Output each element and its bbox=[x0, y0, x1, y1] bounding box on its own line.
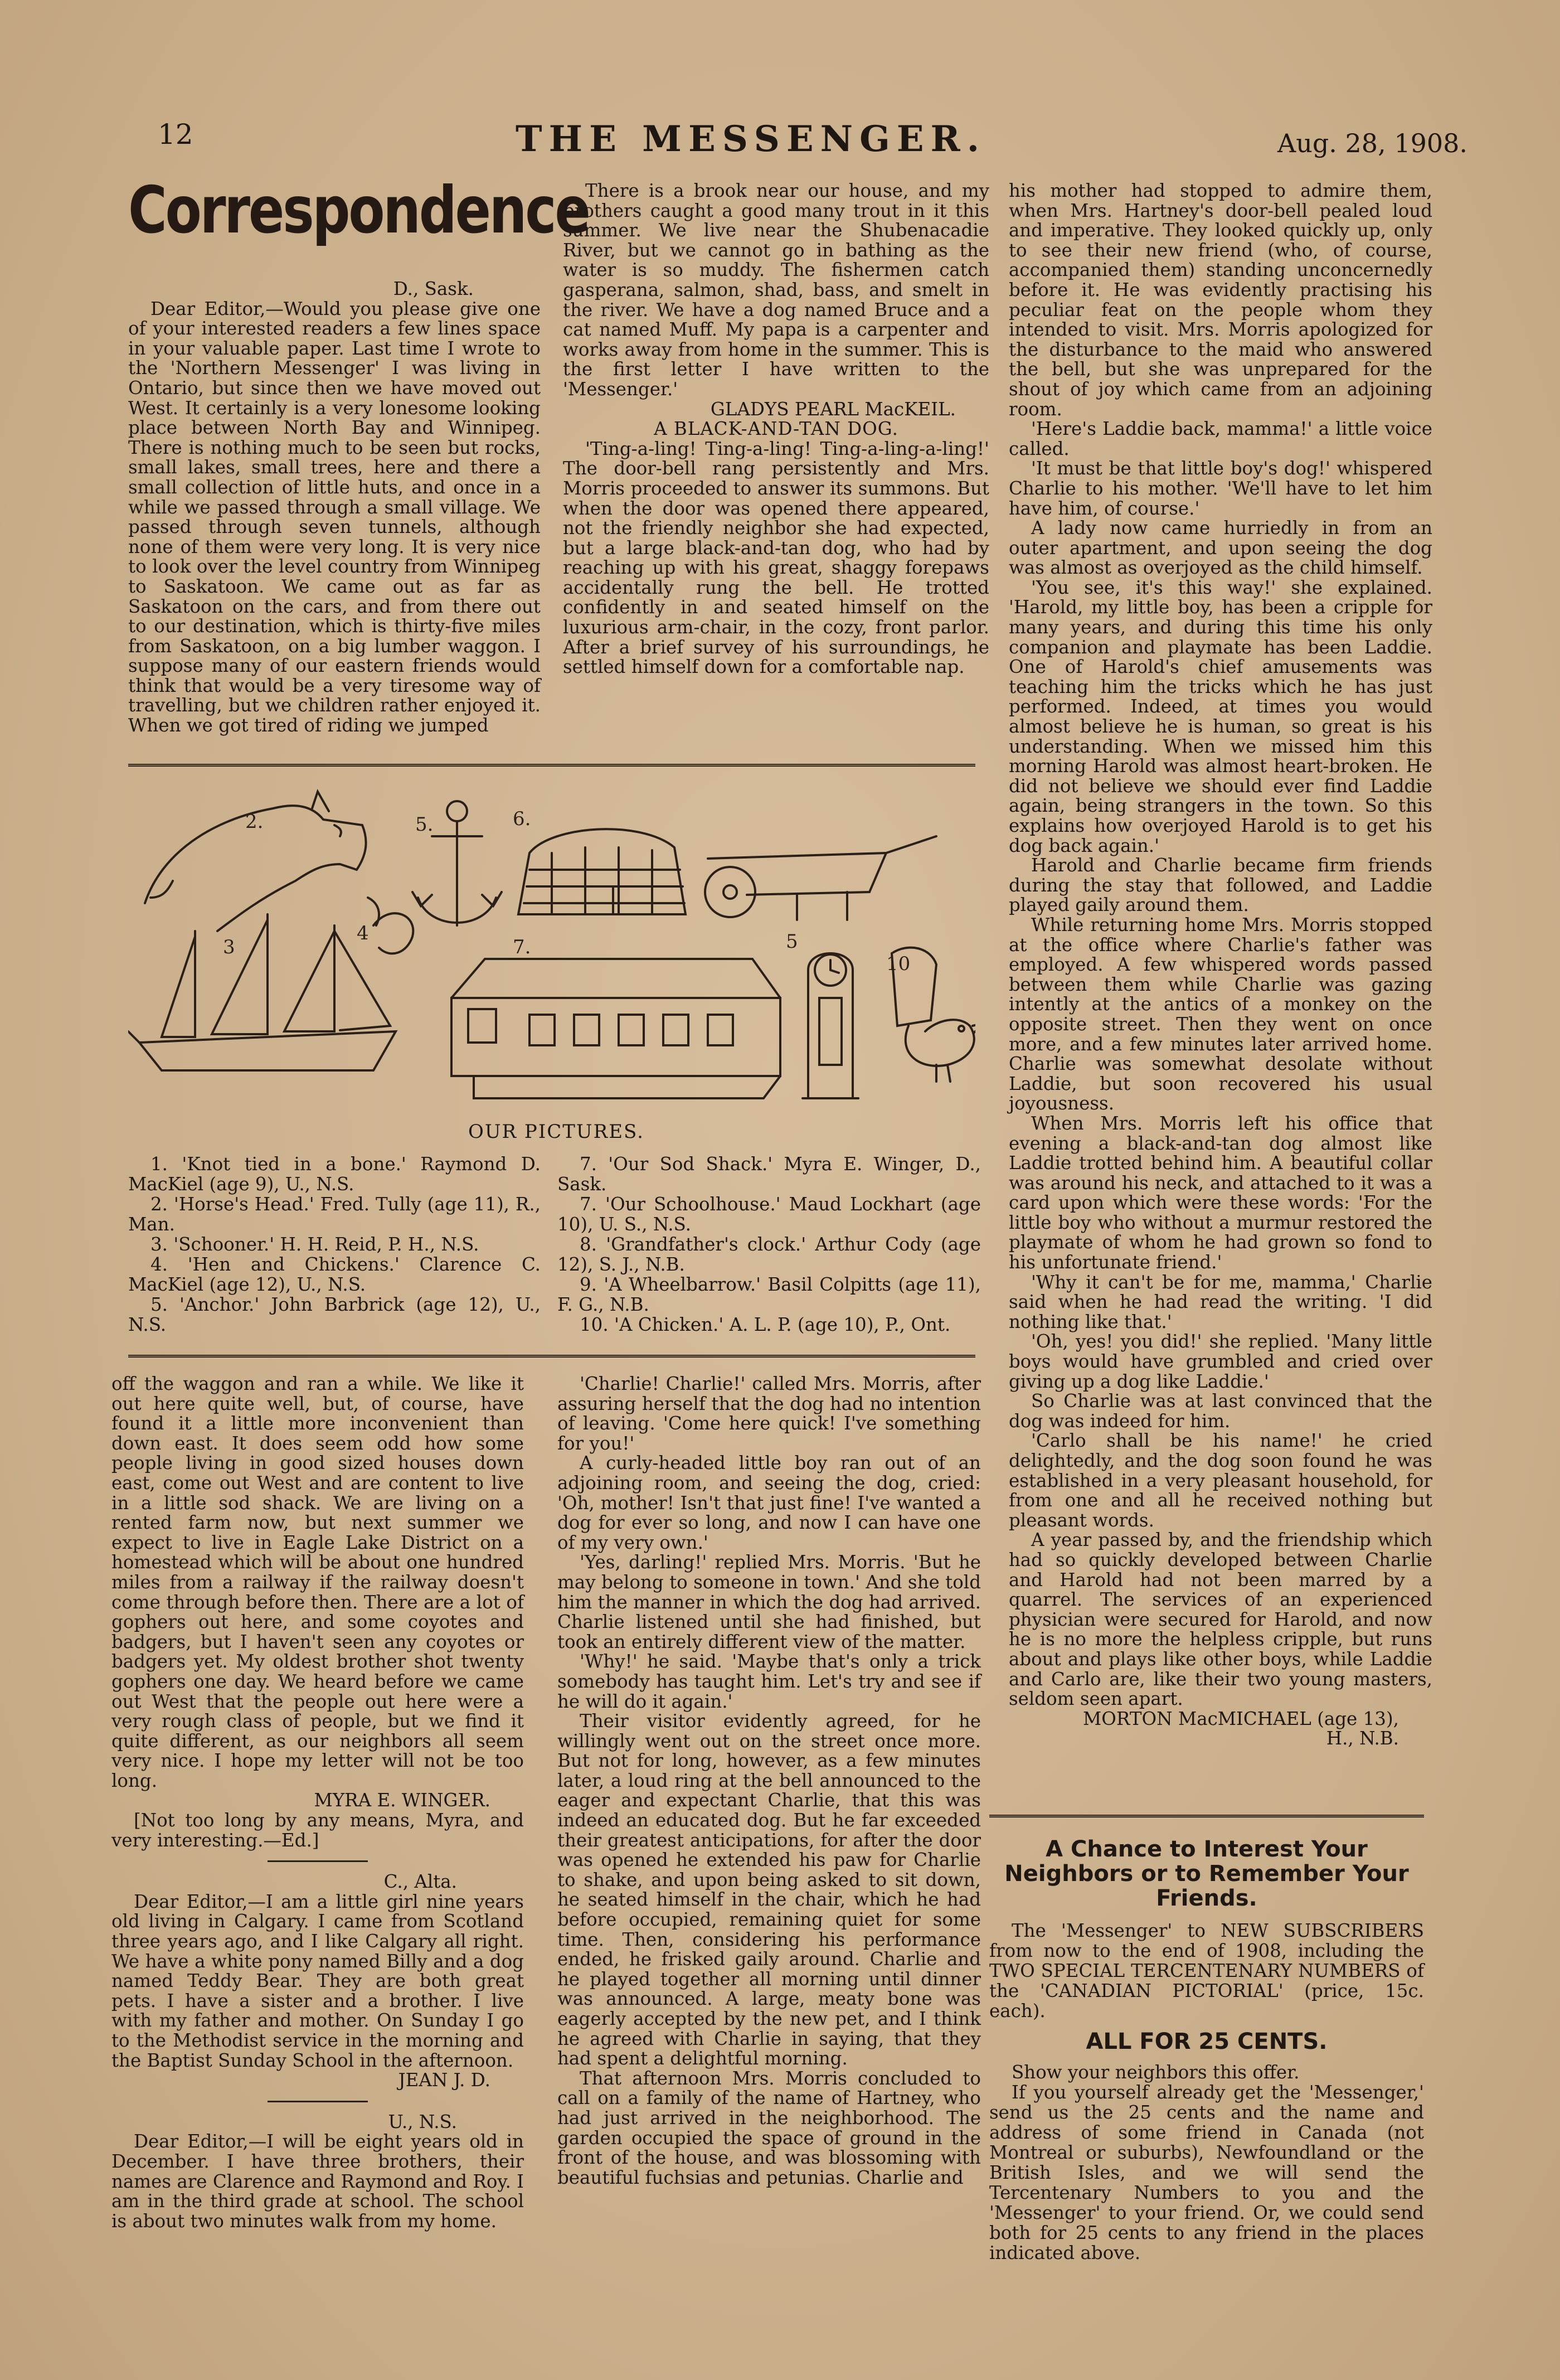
caption: 7. 'Our Sod Shack.' Myra E. Winger, D., Sask. bbox=[557, 1153, 981, 1195]
pic-number-schooner: 3 bbox=[223, 936, 235, 958]
caption: 8. 'Grandfather's clock.' Arthur Cody (age 12), S. J., N.B. bbox=[557, 1234, 981, 1275]
paragraph: 'Why!' he said. 'Maybe that's only a trick somebody has taught him. Let's try and see if he will do it again.' bbox=[557, 1651, 981, 1712]
caption: 3. 'Schooner.' H. H. Reid, P. H., N.S. bbox=[150, 1234, 479, 1255]
divider-rule bbox=[989, 1815, 1424, 1817]
paragraph: A lady now came hurriedly in from an outer apartment, and upon seeing the dog was almost as overjoyed as the child himself. bbox=[1009, 517, 1432, 579]
schoolhouse-drawing bbox=[451, 959, 780, 1098]
column-3 bbox=[1009, 181, 1432, 1749]
column-2-bottom bbox=[557, 1374, 981, 2188]
caption: 7. 'Our Schoolhouse.' Maud Lockhart (age 10), U. S., N.S. bbox=[557, 1194, 981, 1235]
paragraph: 'Why it can't be for me, mamma,' Charlie said when he had read the writing. 'I did nothing like that.' bbox=[1009, 1271, 1432, 1332]
paragraph: [Not too long by any means, Myra, and very interesting.—Ed.] bbox=[111, 1810, 524, 1851]
caption: 1. 'Knot tied in a bone.' Raymond D. MacKiel (age 9), U., N.S. bbox=[128, 1153, 541, 1195]
paragraph: A curly-headed little boy ran out of an adjoining room, and seeing the dog, cried: 'Oh, mother! Isn't that just fine! I've wanted a dog for ever so long, and now I can have one of my very own.' bbox=[557, 1452, 981, 1553]
ad-paragraph: Show your neighbors this offer. bbox=[1012, 2062, 1300, 2083]
grandfather-clock-drawing bbox=[803, 953, 858, 1098]
pictures-heading: OUR PICTURES. bbox=[468, 1121, 644, 1143]
paragraph: 'It must be that little boy's dog!' whispered Charlie to his mother. 'We'll have to let him have him, of course.' bbox=[1009, 458, 1432, 519]
paragraph: 'Carlo shall be his name!' he cried delightedly, and the dog soon found he was established in a very pleasant household, for from one and all he received nothing but pleasant words. bbox=[1009, 1430, 1432, 1531]
children-drawings-illustration bbox=[128, 786, 975, 1104]
paragraph: his mother had stopped to admire them, when Mrs. Hartney's door-bell pealed loud and imperative. They looked quickly up, only to see their new friend (who, of course, accompanied them) standing unconcernedly before it. He was evidently practising his peculiar feat on the people whom they intended to visit. Mrs. Morris apologized for the disturbance to the maid who answered the bell, but she was unprepared for the shout of joy which came from an adjoining room. bbox=[1009, 180, 1432, 420]
paragraph: 'Charlie! Charlie!' called Mrs. Morris, after assuring herself that the dog had no intention of leaving. 'Come here quick! I've something for you!' bbox=[557, 1373, 981, 1454]
paragraph: Dear Editor,—I will be eight years old in December. I have three brothers, their names are Clarence and Raymond and Roy. I am in the third grade at school. The school is about two minutes walk from my home. bbox=[111, 2131, 524, 2232]
caption: 4. 'Hen and Chickens.' Clarence C. MacKiel (age 12), U., N.S. bbox=[128, 1254, 541, 1295]
dateline: U., N.S. bbox=[388, 2111, 457, 2132]
dateline: D., Sask. bbox=[393, 278, 474, 299]
paragraph: Dear Editor,—Would you please give one of your interested readers a few lines space in your valuable paper. Last time I wrote to the 'Northern Messenger' I was living in Ontario, but since then we have moved out West. It certainly is a very lonesome looking place between North Bay and Winnipeg. There is nothing much to be seen but rocks, small lakes, small trees, here and there a small collection of little huts, and once in a while we passed through a small village. We passed through seven tunnels, although none of them were very long. It is very nice to look over the level country from Winnipeg to Saskatoon. We came out as far as Saskatoon on the cars, and from there out to our destination, which is thirty-five miles from Saskatoon, on a big lumber waggon. I suppose many of our eastern friends would think that would be a very tiresome way of travelling, but we children rather enjoyed it. When we got tired of riding we jumped bbox=[128, 298, 541, 736]
column-1-bottom bbox=[111, 1374, 524, 2231]
section-title: Correspondence bbox=[128, 173, 589, 248]
pic-number-horse: 2. bbox=[245, 811, 264, 833]
paragraph: That afternoon Mrs. Morris concluded to call on a family of the name of Hartney, who had just arrived in the neighborhood. The garden occupied the space of ground in the front of the house, and was blossoming with beautiful fuchsias and petunias. Charlie and bbox=[557, 2067, 981, 2188]
paragraph: There is a brook near our house, and my brothers caught a good many trout in it this summer. We live near the Shubenacadie River, but we cannot go in bathing as the water is so muddy. The fishermen catch gasperana, salmon, shad, bass, and smelt in the river. We have a dog named Bruce and a cat named Muff. My papa is a carpenter and works away from home in the summer. This is the first letter I have written to the 'Messenger.' bbox=[563, 180, 989, 400]
column-2-top bbox=[563, 181, 989, 677]
pic-number-shack: 6. bbox=[513, 808, 531, 830]
signature: GLADYS PEARL MacKEIL. bbox=[710, 398, 956, 420]
pic-number-chicken: 10 bbox=[886, 953, 911, 975]
paragraph: Harold and Charlie became firm friends during the stay that followed, and Laddie played gaily around them. bbox=[1009, 855, 1432, 916]
paragraph: Dear Editor,—I am a little girl nine years old living in Calgary. I came from Scotland three years ago, and I like Calgary all right. We have a white pony named Billy and a dog named Teddy Bear. They are both great pets. I have a sister and a brother. I live with my father and mother. On Sunday I go to the Methodist service in the morning and the Baptist Sunday School in the afternoon. bbox=[111, 1891, 524, 2071]
schooner-drawing bbox=[128, 914, 396, 1070]
dateline: C., Alta. bbox=[383, 1871, 457, 1893]
ad-title: A Chance to Interest Your Neighbors or to Remember Your Friends. bbox=[1004, 1836, 1409, 1911]
caption: 10. 'A Chicken.' A. L. P. (age 10), P., Ont. bbox=[580, 1314, 951, 1335]
signature: H., N.B. bbox=[1326, 1728, 1399, 1749]
column-1-top bbox=[128, 276, 541, 736]
caption: 2. 'Horse's Head.' Fred. Tully (age 11), R., Man. bbox=[128, 1194, 541, 1235]
divider-rule bbox=[128, 1355, 975, 1358]
paragraph: 'Ting-a-ling! Ting-a-ling! Ting-a-ling-a-ling!' The door-bell rang persistently and Mrs. Morris proceeded to answer its summons. But when the door was opened there appeared, not the friendly neighbor she had expected, but a large black-and-tan dog, who had by reaching up with his great, shaggy forepaws accidentally rung the bell. He trotted confidently in and seated himself on the luxurious arm-chair, in the cozy, front parlor. After a brief survey of his surroundings, he settled himself down for a comfortable nap. bbox=[563, 438, 989, 678]
paragraph: 'Yes, darling!' replied Mrs. Morris. 'But he may belong to someone in town.' And she told him the manner in which the dog had arrived. Charlie listened until she had finished, but took an entirely different view of the matter. bbox=[557, 1552, 981, 1652]
signature: MYRA E. WINGER. bbox=[314, 1790, 490, 1811]
paragraph: While returning home Mrs. Morris stopped at the office where Charlie's father was employed. A few whispered words passed between them while Charlie was gazing intently at the antics of a monkey on the opposite street. Then they went on once more, and a few minutes later arrived home. Charlie was somewhat desolate without Laddie, but soon recovered his usual joyousness. bbox=[1009, 914, 1432, 1114]
paragraph: 'You see, it's this way!' she explained. 'Harold, my little boy, has been a cripple for many years, and during this time his only companion and playmate has been Laddie. One of Harold's chief amusements was teaching him the tricks which he has just performed. Indeed, at times you would almost believe he is human, so great is his understanding. When we missed him this morning Harold was almost heart-broken. He did not believe we should ever find Laddie again, being strangers in the town. So this explains how overjoyed Harold is to get his dog back again.' bbox=[1009, 576, 1432, 856]
caption: 9. 'A Wheelbarrow.' Basil Colpitts (age 11), F. G., N.B. bbox=[557, 1274, 981, 1315]
paragraph: So Charlie was at last convinced that the dog was indeed for him. bbox=[1009, 1390, 1432, 1432]
knot-bone-drawing bbox=[368, 898, 413, 953]
paragraph: Their visitor evidently agreed, for he willingly went out on the street once more. But not for long, however, as a few minutes later, a loud ring at the bell announced to the eager and expectant Charlie, that this was indeed an educated dog. But he far exceeded their greatest anticipations, for after the door was opened he extended his paw for Charlie to shake, and upon being asked to sit down, he seated himself in the chair, which he had before occupied, remaining quiet for some time. Then, considering his performance ended, he frisked gaily around. Charlie and he played together all morning until dinner was announced. A large, meaty bone was eagerly accepted by the new pet, and I think he agreed with Charlie in saying, that they had spent a delightful morning. bbox=[557, 1710, 981, 2069]
sod-shack-drawing bbox=[518, 829, 686, 914]
picture-captions-right bbox=[557, 1154, 981, 1335]
caption: 5. 'Anchor.' John Barbrick (age 12), U., N.S. bbox=[128, 1294, 541, 1335]
subscription-ad bbox=[989, 1837, 1424, 2263]
pic-number-clock: 5 bbox=[786, 930, 798, 953]
page-number: 12 bbox=[158, 118, 193, 151]
masthead: THE MESSENGER. bbox=[516, 118, 986, 160]
pic-number-knot: 4 bbox=[357, 922, 369, 944]
ad-intro: The 'Messenger' to NEW SUBSCRIBERS from now to the end of 1908, including the TWO SPECIAL TERCENTENARY NUMBERS of the 'CANADIAN PICTORIAL' (price, 15c. each). bbox=[989, 1920, 1424, 2022]
paragraph: 'Oh, yes! you did!' she replied. 'Many little boys would have grumbled and cried over giving up a dog like Laddie.' bbox=[1009, 1331, 1432, 1392]
signature: JEAN J. D. bbox=[398, 2069, 490, 2091]
divider-rule bbox=[128, 764, 975, 767]
paragraph: 'Here's Laddie back, mamma!' a little voice called. bbox=[1009, 418, 1432, 459]
pic-number-school: 7. bbox=[513, 936, 531, 958]
ad-price-heading: ALL FOR 25 CENTS. bbox=[1086, 2029, 1328, 2054]
paragraph: When Mrs. Morris left his office that evening a black-and-tan dog almost like Laddie trotted behind him. A beautiful collar was around his neck, and attached to it was a card upon which were these words: 'For the little boy who without a murmur restored the playmate of whom he had grown so fond to his unfortunate friend.' bbox=[1009, 1112, 1432, 1273]
pic-number-anchor: 5. bbox=[415, 813, 434, 836]
short-rule bbox=[268, 1860, 368, 1862]
issue-date: Aug. 28, 1908. bbox=[1277, 128, 1468, 158]
ad-paragraph: If you yourself already get the 'Messenger,' send us the 25 cents and the name and address of some friend in Canada (not Montreal or suburbs), Newfoundland or the British Isles, and we will send the Tercentenary Numbers to you and the 'Messenger' to your friend. Or, we could send both for 25 cents to any friend in the places indicated above. bbox=[989, 2082, 1424, 2263]
paragraph: A year passed by, and the friendship which had so quickly developed between Charlie and Harold had not been marred by a quarrel. The services of an experienced physician were secured for Harold, and now he is no more the helpless cripple, but runs about and plays like other boys, while Laddie and Carlo are, like their two young masters, seldom seen apart. bbox=[1009, 1529, 1432, 1710]
paragraph: off the waggon and ran a while. We like it out here quite well, but, of course, have found it a little more inconvenient than down east. It does seem odd how some people living in good sized houses down east, come out West and are content to live in a little sod shack. We are living on a rented farm now, but next summer we expect to live in Eagle Lake District on a homestead which will be about one hundred miles from a railway if the railway doesn't come through before then. There are a lot of gophers out here, and some coyotes and badgers, but I haven't seen any coyotes or badgers yet. My oldest brother shot twenty gophers one day. We heard before we came out West that the people out here were a very rough class of people, but we find it quite different, as our neighbors all seem very nice. I hope my letter will not be too long. bbox=[111, 1373, 524, 1791]
short-rule bbox=[268, 2101, 368, 2102]
wheelbarrow-drawing bbox=[705, 836, 936, 920]
picture-captions-left bbox=[128, 1154, 541, 1335]
story-heading: A BLACK-AND-TAN DOG. bbox=[654, 418, 898, 440]
signature: MORTON MacMICHAEL (age 13), bbox=[1083, 1708, 1399, 1729]
